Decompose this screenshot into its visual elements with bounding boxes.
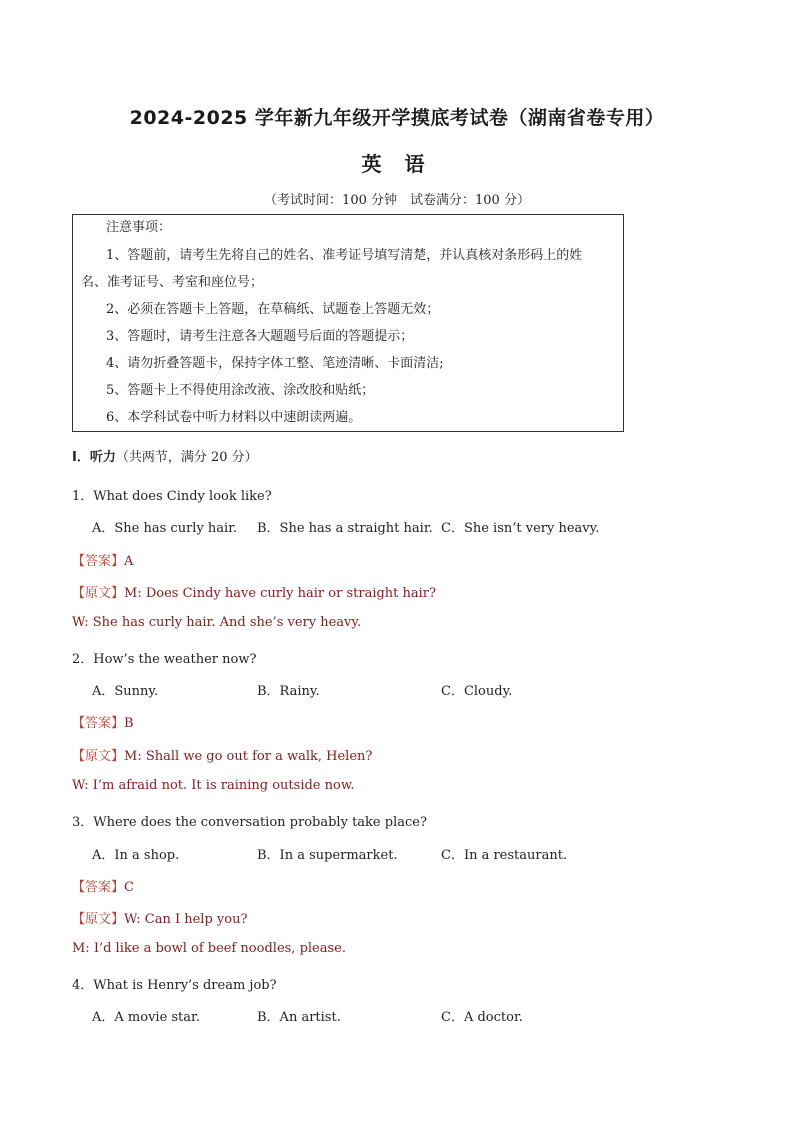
option-c: C．She isn’t very heavy. bbox=[441, 521, 600, 536]
exam-info: （考试时间：100 分钟 试卷满分：100 分） bbox=[264, 193, 530, 208]
notice-title: 注意事项： bbox=[106, 220, 172, 235]
notice-item-4: 4、请勿折叠答题卡，保持字体工整、笔迹清晰、卡面清洁; bbox=[106, 356, 444, 371]
script-text-1: M: Does Cindy have curly hair or straight hair? bbox=[124, 586, 436, 601]
option-b: B．In a supermarket. bbox=[257, 848, 398, 863]
option-b: B．Rainy. bbox=[257, 684, 320, 699]
script-line-2: M: I’d like a bowl of beef noodles, please. bbox=[72, 941, 346, 956]
script-line-1 bbox=[72, 908, 247, 927]
script-line-2: W: I’m afraid not. It is raining outside now. bbox=[72, 778, 355, 793]
answer-value: C bbox=[124, 880, 134, 895]
answer-line bbox=[72, 876, 134, 895]
notice-item-2: 2、必须在答题卡上答题，在草稿纸、试题卷上答题无效； bbox=[106, 302, 440, 317]
script-line-1 bbox=[72, 745, 372, 764]
answer-label: 【答案】 bbox=[72, 880, 125, 895]
script-label: 【原文】 bbox=[72, 912, 125, 927]
option-a: A．She has curly hair. bbox=[92, 521, 238, 536]
question-stem: 1．What does Cindy look like? bbox=[72, 489, 272, 504]
answer-line bbox=[72, 712, 134, 731]
notice-item-3: 3、答题时，请考生注意各大题题号后面的答题提示； bbox=[106, 329, 414, 344]
notice-item-1-line-1: 1、答题前，请考生先将自己的姓名、准考证号填写清楚，并认真核对条形码上的姓 bbox=[106, 248, 583, 263]
answer-value: B bbox=[124, 716, 134, 731]
script-text-1: W: Can I help you? bbox=[124, 912, 248, 927]
page-title: 2024-2025 学年新九年级开学摸底考试卷（湖南省卷专用） bbox=[129, 107, 665, 129]
option-b: B．She has a straight hair. bbox=[257, 521, 433, 536]
script-label: 【原文】 bbox=[72, 749, 125, 764]
section-heading bbox=[72, 446, 258, 465]
question-stem: 4．What is Henry’s dream job? bbox=[72, 978, 277, 993]
section-label: I．听力 bbox=[72, 450, 116, 465]
section-desc: （共两节，满分 20 分） bbox=[115, 450, 258, 465]
answer-label: 【答案】 bbox=[72, 554, 125, 569]
option-a: A．In a shop. bbox=[92, 848, 180, 863]
notice-item-5: 5、答题卡上不得使用涂改液、涂改胶和贴纸； bbox=[106, 383, 375, 398]
option-c: C．A doctor. bbox=[441, 1010, 523, 1025]
question-stem: 2．How’s the weather now? bbox=[72, 652, 257, 667]
option-b: B．An artist. bbox=[257, 1010, 341, 1025]
option-c: C．In a restaurant. bbox=[441, 848, 568, 863]
script-line-1 bbox=[72, 582, 436, 601]
option-c: C．Cloudy. bbox=[441, 684, 513, 699]
answer-value: A bbox=[124, 554, 134, 569]
script-label: 【原文】 bbox=[72, 586, 125, 601]
notice-item-1-line-2: 名、准考证号、考室和座位号； bbox=[81, 275, 264, 290]
notice-box bbox=[72, 214, 624, 432]
option-a: A．Sunny. bbox=[92, 684, 159, 699]
script-line-2: W: She has curly hair. And she’s very heavy. bbox=[72, 615, 362, 630]
subject-title: 英 语 bbox=[361, 152, 433, 176]
question-stem: 3．Where does the conversation probably take place? bbox=[72, 815, 427, 830]
script-text-1: M: Shall we go out for a walk, Helen? bbox=[124, 749, 373, 764]
option-a: A．A movie star. bbox=[92, 1010, 200, 1025]
notice-item-6: 6、本学科试卷中听力材料以中速朗读两遍。 bbox=[106, 410, 362, 425]
answer-label: 【答案】 bbox=[72, 716, 125, 731]
answer-line bbox=[72, 550, 133, 569]
